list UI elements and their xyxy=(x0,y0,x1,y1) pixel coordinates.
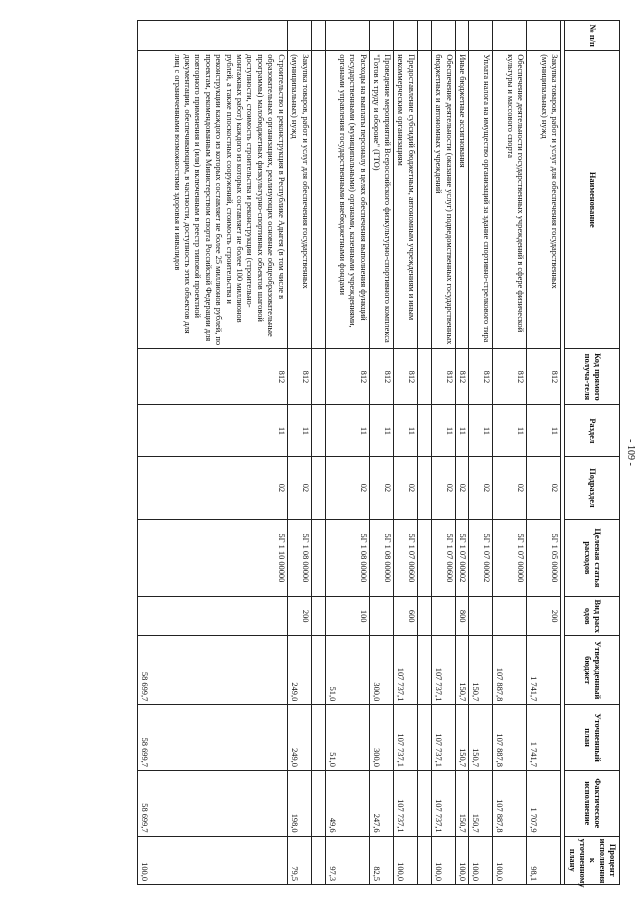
cell-code: 812 xyxy=(393,349,417,405)
cell-num xyxy=(431,21,455,51)
cell-approved: 300,0 xyxy=(369,636,393,705)
cell-approved: 150,7 xyxy=(455,636,468,705)
page-number: - 109 - xyxy=(625,439,636,466)
cell-actual: 198,0 xyxy=(287,770,311,836)
table-row xyxy=(493,21,527,885)
cell-percent: 79,5 xyxy=(287,836,311,884)
cell-code: 812 xyxy=(287,349,311,405)
cell-code: 812 xyxy=(455,349,468,405)
cell-approved: 150,7 xyxy=(469,636,493,705)
cell-approved: 107 887,8 xyxy=(493,636,527,705)
cell-code: 812 xyxy=(527,349,561,405)
cell-plan: 300,0 xyxy=(369,705,393,771)
cell-num xyxy=(455,21,468,51)
cell-target: 5Г 1 10 00000 xyxy=(137,519,287,597)
cell-name: Проведение мероприятий Всероссийского физкультурно-спортивного комплекса "Готов к труду и обороне" (ГТО) xyxy=(369,51,393,349)
cell-num xyxy=(527,21,561,51)
cell-type xyxy=(493,597,527,636)
cell-name: Расходы на выплаты персоналу в целях обеспечения выполнения функций государственными (муниципальными) органами, казенными учреждениями, органами управления государственными внебюджетными фондами xyxy=(325,51,369,349)
cell-actual: 107 887,8 xyxy=(493,770,527,836)
cell-section: 11 xyxy=(325,405,369,457)
table-row xyxy=(369,21,393,885)
cell-plan: 1 741,7 xyxy=(527,705,561,771)
budget-execution-table xyxy=(137,20,620,888)
cell-name: Предоставление субсидий бюджетным, автономным учреждениям и иным некоммерческим организациям xyxy=(393,51,417,349)
cell-num xyxy=(469,21,493,51)
cell-percent: 98,1 xyxy=(527,836,561,884)
cell-subsection: 02 xyxy=(527,457,561,519)
cell-section: 11 xyxy=(455,405,468,457)
cell-actual: 150,7 xyxy=(455,770,468,836)
cell-percent: 100,0 xyxy=(469,836,493,884)
table-row xyxy=(455,21,468,885)
cell-approved: 107 737,1 xyxy=(393,636,417,705)
cell-plan: 58 699,7 xyxy=(137,705,287,771)
cell-subsection: 02 xyxy=(137,457,287,519)
cell-actual: 150,7 xyxy=(469,770,493,836)
cell-type: 200 xyxy=(527,597,561,636)
cell-percent: 100,0 xyxy=(493,836,527,884)
cell-name: Закупка товаров, работ и услуг для обеспечения государственных (муниципальных) нужд xyxy=(527,51,561,349)
col-header-target-item: Целевая статья расходов xyxy=(565,519,620,597)
table-row xyxy=(325,21,369,885)
table-row xyxy=(527,21,561,885)
cell-name: Уплата налога на имущество организаций за здание спортивно-стрелкового тира xyxy=(469,51,493,349)
cell-subsection: 02 xyxy=(287,457,311,519)
cell-subsection: 02 xyxy=(493,457,527,519)
cell-percent: 100,0 xyxy=(431,836,455,884)
col-header-recipient-code: Код прямого получа-теля xyxy=(565,349,620,405)
cell-section: 11 xyxy=(287,405,311,457)
cell-num xyxy=(325,21,369,51)
cell-type: 800 xyxy=(455,597,468,636)
cell-section: 11 xyxy=(493,405,527,457)
col-header-expense-type: Вид расх одов xyxy=(565,597,620,636)
cell-target: 5Г 1 08 00000 xyxy=(369,519,393,597)
rotated-document xyxy=(20,20,636,888)
cell-actual: 49,6 xyxy=(325,770,369,836)
cell-actual: 107 737,1 xyxy=(393,770,417,836)
table-row xyxy=(431,21,455,885)
table-row xyxy=(393,21,417,885)
cell-num xyxy=(493,21,527,51)
col-header-subsection: Подраздел xyxy=(565,457,620,519)
cell-actual: 107 737,1 xyxy=(431,770,455,836)
cell-section: 11 xyxy=(431,405,455,457)
cell-subsection: 02 xyxy=(469,457,493,519)
cell-code: 812 xyxy=(493,349,527,405)
col-header-revised-plan: Уточненный план xyxy=(565,705,620,771)
table-row-spacer xyxy=(311,21,325,885)
cell-percent: 82,5 xyxy=(369,836,393,884)
cell-section: 11 xyxy=(527,405,561,457)
cell-num xyxy=(369,21,393,51)
cell-section: 11 xyxy=(393,405,417,457)
cell-plan: 107 887,8 xyxy=(493,705,527,771)
cell-subsection: 02 xyxy=(393,457,417,519)
cell-actual: 58 699,7 xyxy=(137,770,287,836)
cell-target: 5Г 1 08 00000 xyxy=(325,519,369,597)
cell-approved: 249,0 xyxy=(287,636,311,705)
col-header-section: Раздел xyxy=(565,405,620,457)
cell-percent: 97,3 xyxy=(325,836,369,884)
cell-actual: 247,6 xyxy=(369,770,393,836)
cell-section: 11 xyxy=(137,405,287,457)
cell-type xyxy=(469,597,493,636)
col-header-name: Наименование xyxy=(565,51,620,349)
cell-plan: 107 737,1 xyxy=(393,705,417,771)
cell-subsection: 02 xyxy=(431,457,455,519)
cell-name: Обеспечение деятельности (оказание услуг) подведомственных государственных бюджетных и автономных учреждений xyxy=(431,51,455,349)
cell-section: 11 xyxy=(469,405,493,457)
cell-num xyxy=(137,21,287,51)
cell-plan: 107 737,1 xyxy=(431,705,455,771)
table-header xyxy=(561,21,620,888)
cell-target: 5Г 1 07 00002 xyxy=(469,519,493,597)
col-header-percent: Процент исполнения к уточненному плану xyxy=(565,836,620,884)
cell-code: 812 xyxy=(431,349,455,405)
table-body xyxy=(137,21,560,885)
table-row xyxy=(469,21,493,885)
cell-code: 812 xyxy=(325,349,369,405)
cell-subsection: 02 xyxy=(325,457,369,519)
cell-approved: 51,0 xyxy=(325,636,369,705)
cell-plan: 150,7 xyxy=(469,705,493,771)
col-header-approved-budget: Утвержденный бюджет xyxy=(565,636,620,705)
cell-approved: 107 737,1 xyxy=(431,636,455,705)
cell-percent: 100,0 xyxy=(393,836,417,884)
table-row xyxy=(137,21,287,885)
cell-num xyxy=(393,21,417,51)
cell-target: 5Г 1 07 00600 xyxy=(393,519,417,597)
cell-name: Обеспечение деятельности государственных учреждений в сфере физической культуры и массового спорта xyxy=(493,51,527,349)
cell-percent: 100,0 xyxy=(455,836,468,884)
cell-code: 812 xyxy=(469,349,493,405)
cell-target: 5Г 1 07 00600 xyxy=(431,519,455,597)
cell-target: 5Г 1 05 00000 xyxy=(527,519,561,597)
cell-code: 812 xyxy=(137,349,287,405)
cell-section: 11 xyxy=(369,405,393,457)
cell-type xyxy=(137,597,287,636)
table-row-blank xyxy=(561,21,565,885)
cell-type: 200 xyxy=(287,597,311,636)
cell-code: 812 xyxy=(369,349,393,405)
cell-target: 5Г 1 08 00000 xyxy=(287,519,311,597)
cell-type: 600 xyxy=(393,597,417,636)
cell-approved: 1 741,7 xyxy=(527,636,561,705)
cell-actual: 1 707,9 xyxy=(527,770,561,836)
cell-type xyxy=(431,597,455,636)
cell-subsection: 02 xyxy=(455,457,468,519)
cell-target: 5Г 1 07 00000 xyxy=(493,519,527,597)
cell-approved: 58 699,7 xyxy=(137,636,287,705)
cell-type xyxy=(369,597,393,636)
cell-name: Иные бюджетные ассигнования xyxy=(455,51,468,349)
table-row xyxy=(287,21,311,885)
cell-type: 100 xyxy=(325,597,369,636)
cell-target: 5Г 1 07 00002 xyxy=(455,519,468,597)
cell-num xyxy=(287,21,311,51)
cell-plan: 150,7 xyxy=(455,705,468,771)
cell-plan: 51,0 xyxy=(325,705,369,771)
cell-plan: 249,0 xyxy=(287,705,311,771)
table-row-spacer xyxy=(417,21,431,885)
cell-subsection: 02 xyxy=(369,457,393,519)
cell-name: Строительство и реконструкция в Республике Адыгея (в том числе в образовательных организациях, реализующих основные общеобразовательные программы) малобюджетных физкультурно-спортивных объектов шаговой доступности, стоимость строительства и реконструкции (строительно-монтажных работ) каждого из которых составляет не более 100 миллионов рублей, а также плоскостных сооружений, стоимость строительства и реконструкции каждого из которых составляет не более 25 миллионов рублей, по проектам, рекомендованным Министерством спорта Российской Федерации для повторного применения и (или) включенным в реестр типовой проектной документации, обеспечивающим, в частности, доступность этих объектов для лиц с ограниченными возможностями здоровья и инвалидов xyxy=(137,51,287,349)
col-header-number: № п/п xyxy=(565,21,620,51)
cell-name: Закупка товаров, работ и услуг для обеспечения государственных (муниципальных) нужд xyxy=(287,51,311,349)
col-header-actual: Фактическое исполнение xyxy=(565,770,620,836)
cell-percent: 100,0 xyxy=(137,836,287,884)
